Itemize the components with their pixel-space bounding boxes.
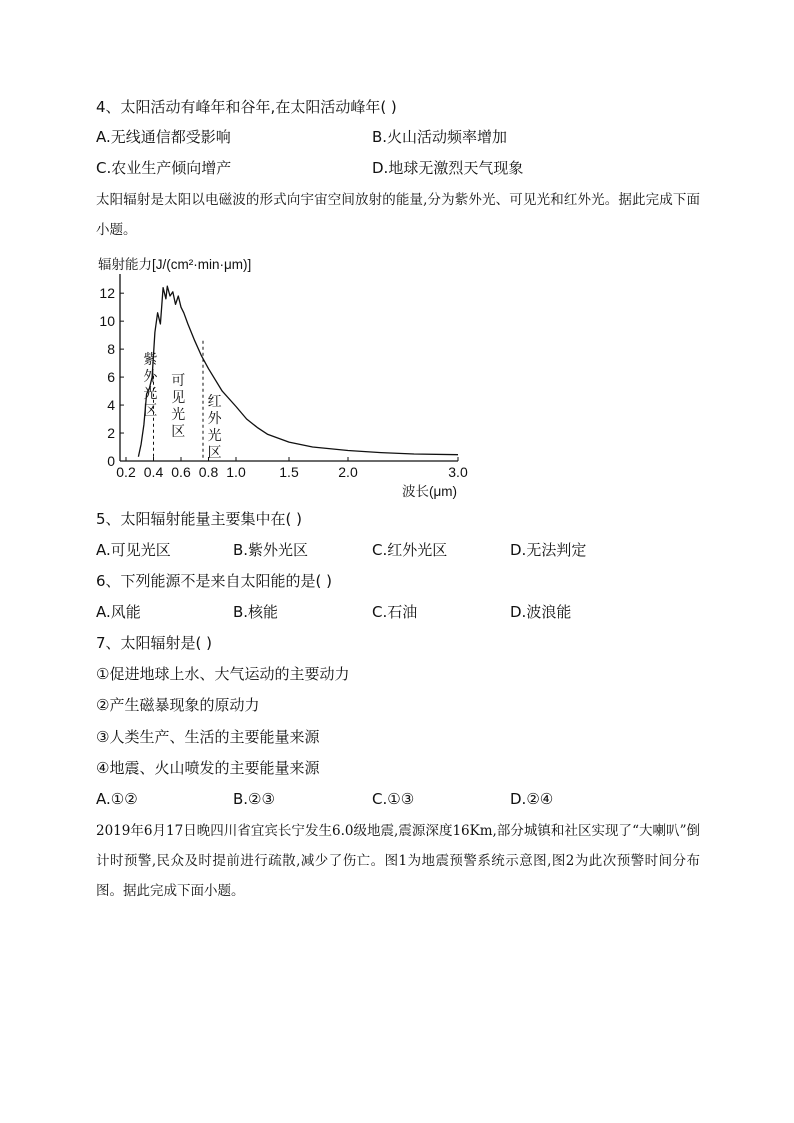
region-label: 紫外光区	[143, 351, 158, 418]
q6-stem: 6、下列能源不是来自太阳能的是( )	[96, 572, 333, 590]
x-tick-label: 0.8	[198, 464, 219, 480]
y-tick-label: 0	[107, 453, 115, 469]
q7-statement-1: ①促进地球上水、大气运动的主要动力	[96, 665, 350, 683]
q6-option-b: B.核能	[233, 603, 279, 621]
q5-option-d: D.无法判定	[510, 541, 587, 559]
y-tick-label: 10	[99, 313, 115, 330]
q7-statement-4: ④地震、火山喷发的主要能量来源	[96, 759, 320, 777]
q4-option-b: B.火山活动频率增加	[372, 128, 508, 146]
x-tick-label: 0.6	[171, 464, 191, 480]
q4-option-d: D.地球无激烈天气现象	[372, 159, 524, 177]
q7-option-a: A.①②	[96, 790, 138, 808]
x-tick-label: 2.0	[338, 464, 358, 480]
q7-option-c: C.①③	[372, 790, 415, 808]
q7-option-b: B.②③	[233, 790, 275, 808]
q5-option-b: B.紫外光区	[233, 541, 309, 559]
q7-statement-3: ③人类生产、生活的主要能量来源	[96, 728, 320, 746]
y-tick-label: 12	[99, 285, 115, 302]
y-tick-label: 8	[107, 341, 115, 358]
intro-paragraph-earthquake: 2019年6月17日晚四川省宜宾长宁发生6.0级地震,震源深度16Km,部分城镇和社区实现了“大喇叭”倒计时预警,民众及时提前进行疏散,减少了伤亡。图1为地震预警系统示意图,图2为此次预警时间分布图。据此完成下面小题。	[96, 823, 700, 899]
q5-option-a: A.可见光区	[96, 541, 171, 559]
q6-option-d: D.波浪能	[510, 603, 572, 621]
q7-option-d: D.②④	[510, 790, 554, 808]
x-tick-label: 1.0	[226, 464, 246, 480]
x-tick-label: 0.4	[143, 464, 164, 480]
chart-ylabel: 辐射能力[J/(cm²·min·μm)]	[98, 257, 252, 272]
q4-stem: 4、太阳活动有峰年和谷年,在太阳活动峰年( )	[96, 98, 397, 116]
q4-option-c: C.农业生产倾向增产	[96, 159, 232, 177]
x-tick-label: 1.5	[279, 464, 299, 480]
x-tick-label: 0.2	[116, 464, 136, 480]
y-tick-label: 4	[107, 397, 115, 414]
x-tick-label: 3.0	[448, 464, 468, 480]
y-tick-label: 2	[107, 425, 115, 442]
q4-option-a: A.无线通信都受影响	[96, 128, 231, 146]
q7-statement-2: ②产生磁暴现象的原动力	[96, 696, 260, 714]
region-label: 红外光区	[207, 393, 222, 460]
q6-option-c: C.石油	[372, 603, 418, 621]
q6-option-a: A.风能	[96, 603, 141, 621]
radiation-curve	[138, 286, 458, 457]
q7-stem: 7、太阳辐射是( )	[96, 634, 213, 652]
chart-xlabel: 波长(μm)	[402, 484, 458, 499]
q5-stem: 5、太阳辐射能量主要集中在( )	[96, 510, 303, 528]
q5-option-c: C.红外光区	[372, 541, 448, 559]
intro-paragraph-solar-radiation: 太阳辐射是太阳以电磁波的形式向宇宙空间放射的能量,分为紫外光、可见光和红外光。据此完成下面小题。	[96, 192, 700, 238]
y-tick-label: 6	[107, 369, 115, 386]
region-label: 可见光区	[171, 372, 186, 439]
solar-radiation-chart	[96, 252, 476, 502]
